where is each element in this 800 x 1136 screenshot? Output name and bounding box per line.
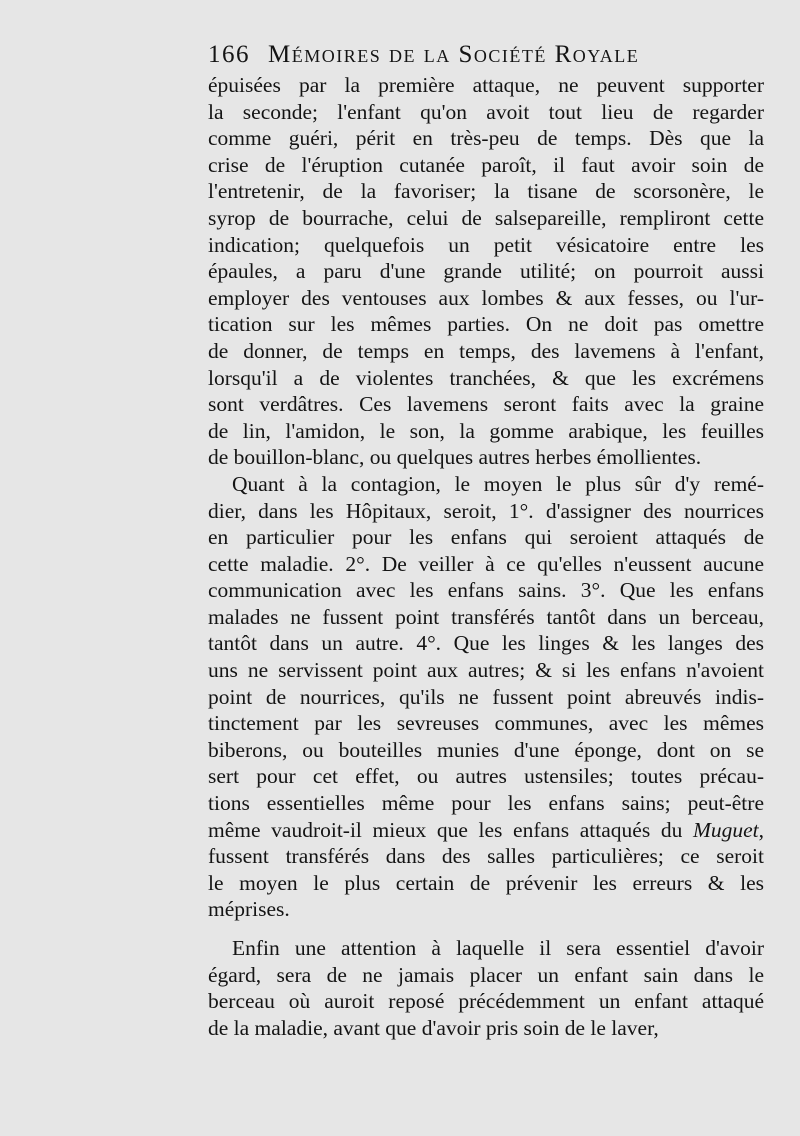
page-number: 166 xyxy=(208,41,250,68)
text-line: comme guéri, périt en très-peu de temps. Dès que la xyxy=(208,126,764,151)
text-line: le moyen le plus certain de prévenir les erreurs & les xyxy=(208,870,764,895)
text-line: communication avec les enfans sains. 3°. Que les enfans xyxy=(208,578,764,603)
body-text xyxy=(208,72,764,1041)
running-title: Mémoires de la Société Royale xyxy=(268,41,640,68)
text-line: malades ne fussent point transférés tantôt dans un berceau, xyxy=(208,604,764,629)
page-text-block xyxy=(208,40,764,1041)
text-line: l'entretenir, de la favoriser; la tisane de scorsonère, le xyxy=(208,179,764,204)
text-line: épaules, a paru d'une grande utilité; on pourroit aussi xyxy=(208,259,764,284)
text-line: sert pour cet effet, ou autres ustensiles; toutes précau- xyxy=(208,764,764,789)
text-line: biberons, ou bouteilles munies d'une éponge, dont on se xyxy=(208,737,764,762)
text-line: de lin, l'amidon, le son, la gomme arabique, les feuilles xyxy=(208,418,764,443)
paragraph xyxy=(208,935,764,1041)
italic-term: Muguet xyxy=(692,817,759,842)
text-line: de donner, de temps en temps, des lavemens à l'enfant, xyxy=(208,338,764,363)
text-line: de la maladie, avant que d'avoir pris soin de le laver, xyxy=(208,1015,659,1040)
text-line: fussent transférés dans des salles particulières; ce seroit xyxy=(208,844,764,869)
text-line: dier, dans les Hôpitaux, seroit, 1°. d'assigner des nourrices xyxy=(208,498,764,523)
text-line: cette maladie. 2°. De veiller à ce qu'elles n'eussent aucune xyxy=(208,551,764,576)
text-line: même vaudroit-il mieux que les enfans attaqués du Muguet, xyxy=(208,817,764,842)
text-line: la seconde; l'enfant qu'on avoit tout lieu de regarder xyxy=(208,99,764,124)
text-line: sont verdâtres. Ces lavemens seront faits avec la graine xyxy=(208,392,764,417)
text-line: point de nourrices, qu'ils ne fussent point abreuvés indis- xyxy=(208,684,764,709)
text-line: indication; quelquefois un petit vésicatoire entre les xyxy=(208,232,764,257)
text-line: uns ne servissent point aux autres; & si les enfans n'avoient xyxy=(208,658,764,683)
text-line: tions essentielles même pour les enfans sains; peut-être xyxy=(208,791,764,816)
text-line: tantôt dans un autre. 4°. Que les linges & les langes des xyxy=(208,631,764,656)
text-line: égard, sera de ne jamais placer un enfant sain dans le xyxy=(208,962,764,987)
text-line: méprises. xyxy=(208,897,290,922)
text-line: syrop de bourrache, celui de salsepareille, rempliront cette xyxy=(208,205,764,230)
paragraph xyxy=(208,72,764,471)
text-line: Quant à la contagion, le moyen le plus sûr d'y remé- xyxy=(232,471,764,496)
running-header xyxy=(208,40,764,72)
text-line: crise de l'éruption cutanée paroît, il faut avoir soin de xyxy=(208,152,764,177)
paragraph xyxy=(208,471,764,923)
text-line: employer des ventouses aux lombes & aux fesses, ou l'ur- xyxy=(208,285,764,310)
text-line: en particulier pour les enfans qui seroient attaqués de xyxy=(208,525,764,550)
text-line: épuisées par la première attaque, ne peuvent supporter xyxy=(208,73,764,97)
text-line: berceau où auroit reposé précédemment un enfant attaqué xyxy=(208,989,764,1014)
paragraph-gap xyxy=(208,923,764,935)
text-line: lorsqu'il a de violentes tranchées, & que les excrémens xyxy=(208,365,764,390)
text-line: tinctement par les sevreuses communes, avec les mêmes xyxy=(208,711,764,736)
text-line: de bouillon-blanc, ou quelques autres herbes émollientes. xyxy=(208,445,702,470)
text-line: Enfin une attention à laquelle il sera essentiel d'avoir xyxy=(232,936,764,960)
text-line: tication sur les mêmes parties. On ne doit pas omettre xyxy=(208,312,764,337)
